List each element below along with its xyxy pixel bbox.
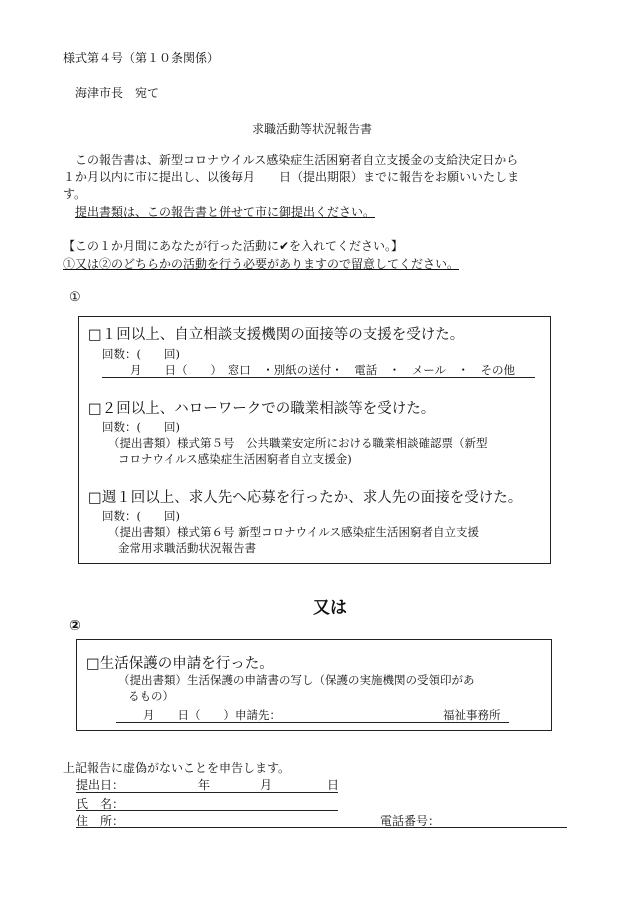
intro-line-2: １か月以内に市に提出し、以後毎月 日（提出期限）までに報告をお願いいたしま [63,170,520,184]
date-month: 月 [260,778,273,792]
item-1-detail-underline [102,377,535,378]
section-2-doc-line-2: るもの） [128,689,174,703]
section-1-item-1 [88,323,464,344]
section-2-date-field: 月 日（ ）申請先： [143,708,281,722]
section-2-marker: ② [69,618,81,634]
section-2-doc-line-1: （提出書類）生活保護の申請書の写し（保護の実施機関の受領印があ [118,673,475,687]
item-3-label: 週１回以上、求人先へ応募を行ったか、求人先の面接を受けた。 [101,490,523,506]
item-1-count: 回数：( 回) [102,347,180,361]
address-label: 住 所： [76,814,125,828]
checkbox-item-3[interactable]: □ [88,490,102,506]
checkbox-item-2[interactable]: □ [88,401,102,417]
item-2-doc-line-2: コロナウイルス感染症生活困窮者自立支援金) [118,452,352,466]
name-label: 氏 名： [76,797,125,811]
name-field-line[interactable] [76,810,338,811]
item-2-label: ２回以上、ハローワークでの職業相談等を受けた。 [101,401,436,417]
instruction-line-1: 【この１か月間にあなたが行った活動に✔を入れてください。】 [63,239,404,253]
date-day: 日 [327,778,340,792]
item-2-count: 回数：( 回) [102,420,180,434]
intro-line-4: 提出書類は、この報告書と併せて市に御提出ください。 [75,205,376,219]
item-1-detail: 月 日（ ） 窓口 ・別紙の送付・ 電話 ・ メール ・ その他 [130,363,516,377]
checkbox-section-2[interactable]: □ [86,656,100,672]
instruction-line-2: ①又は②のどちらかの活動を行う必要がありますので留意してください。 [63,257,460,271]
or-label: 又は [313,598,347,618]
address-field-line[interactable] [76,827,567,828]
item-2-doc-line-1: （提出書類）様式第５号 公共職業安定所における職業相談確認票（新型 [108,436,488,450]
section-1-item-3 [88,486,522,507]
section-2-label: 生活保護の申請を行った。 [99,656,274,672]
form-number: 様式第４号（第１０条関係） [63,51,220,65]
date-label: 提出日： [76,778,125,792]
intro-line-3: す。 [63,187,87,201]
section-1-marker: ① [69,290,81,305]
checkbox-item-1[interactable]: □ [88,327,102,343]
addressee: 海津市長 宛て [75,86,160,100]
item-1-label: １回以上、自立相談支援機関の面接等の支援を受けた。 [101,327,465,343]
intro-line-1: この報告書は、新型コロナウイルス感染症生活困窮者自立支援金の支給決定日から [75,153,519,167]
item-3-doc-line-1: （提出書類）様式第６号 新型コロナウイルス感染症生活困窮者自立支援 [108,525,479,539]
section-2-office: 福祉事務所 [443,708,501,722]
declaration: 上記報告に虚偽がないことを申告します。 [63,761,291,775]
phone-label: 電話番号： [380,814,441,828]
item-3-count: 回数：( 回) [102,509,180,523]
page-title: 求職活動等状況報告書 [252,122,373,136]
section-1-item-2 [88,397,435,418]
section-2-underline[interactable] [116,722,509,723]
item-3-doc-line-2: 金常用求職活動状況報告書 [118,541,256,555]
section-2-item [86,652,274,673]
date-field-line[interactable] [76,792,338,793]
date-year: 年 [198,778,211,792]
